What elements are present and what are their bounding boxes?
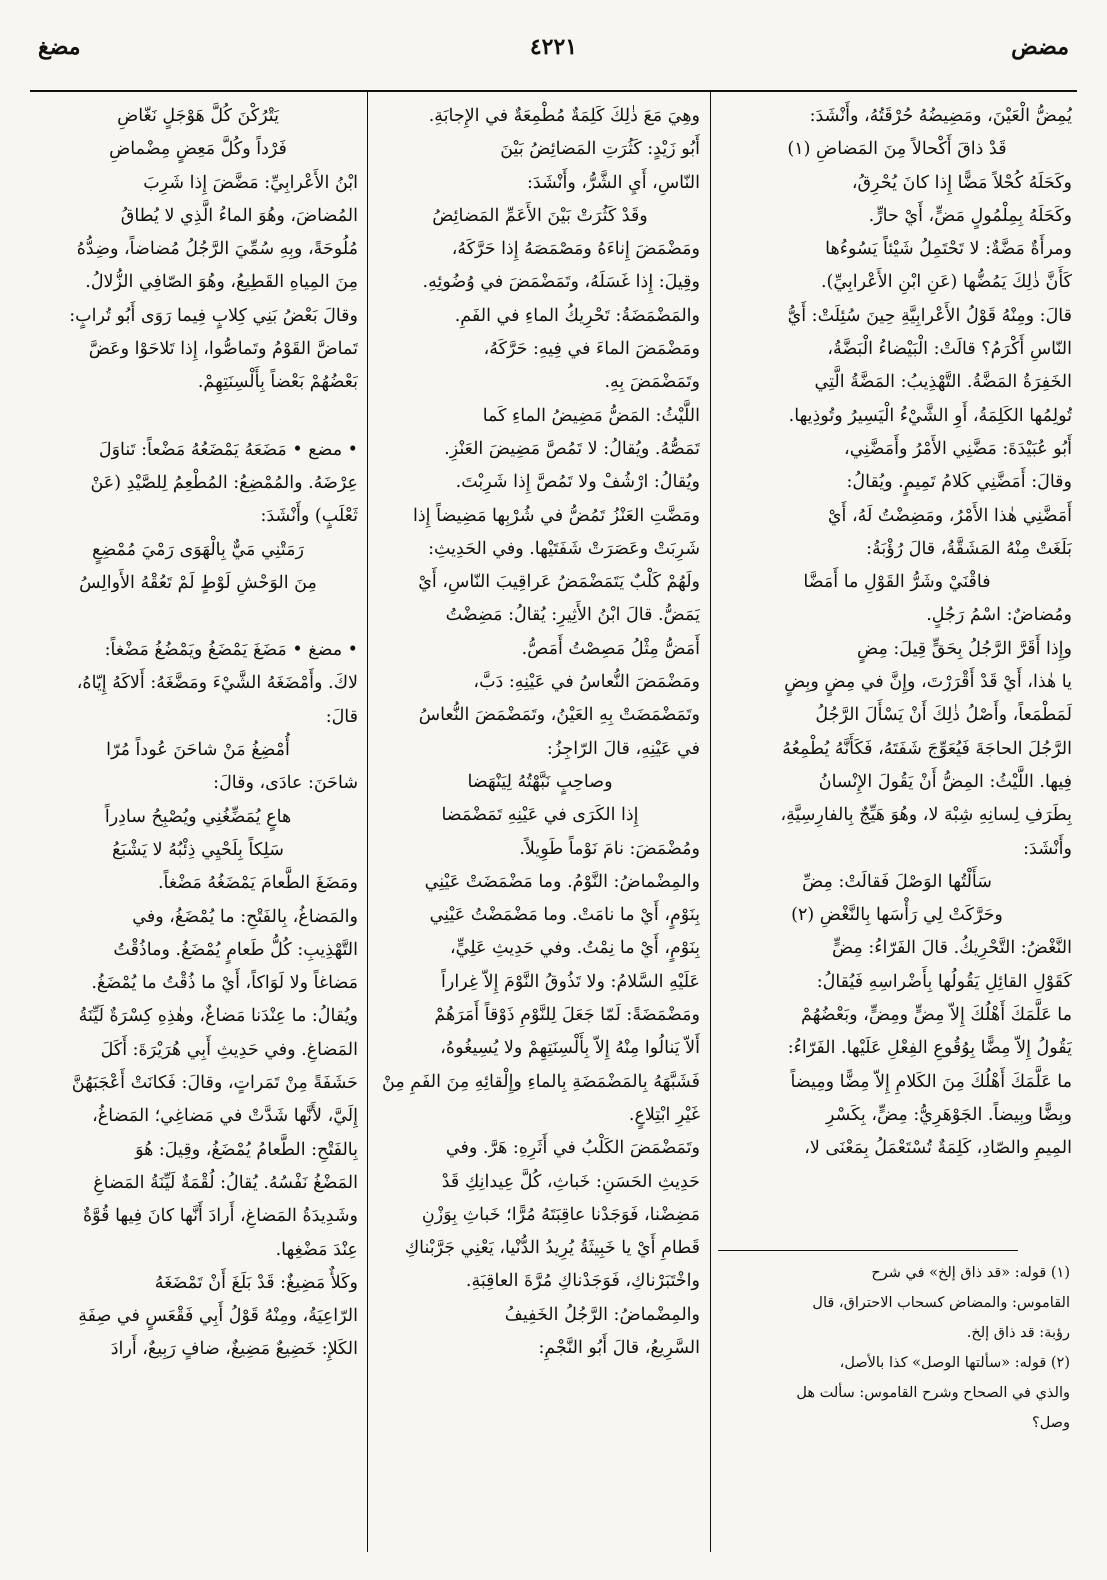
text-line: وقالَ: أَمَضَّنِي كَلامُ تَمِيمٍ. ويُقالُ: — [846, 472, 1072, 493]
text-line: في عَيْنِهِ، قالَ الرّاجِزُ: — [546, 738, 700, 759]
text-line: وقَدْ كَثُرَتْ بَيْنَ الأَعَمِّ المَضائِضُ — [432, 205, 648, 226]
text-line: مِنَ الوَحْشِ لَوْطٍ لَمْ تَعُقْهُ الأَوالِسُ — [79, 572, 317, 593]
text-line: وتَمَضْمَضَ بِهِ. — [604, 372, 700, 393]
text-line: التَّهْذِيبِ: كُلُّ طَعامٍ يُمْضَغُ. وماذُقْتُ — [113, 939, 358, 960]
page-header — [30, 28, 1077, 68]
text-line: سَأَلْتُها الوَصْلَ فَقالَتْ: مِضِّ — [802, 871, 992, 892]
header-left-word: مضغ — [38, 34, 81, 60]
text-line: ومَضْمَضَةً: لَمّا جَعَلَ لِلنَّوْمِ ذَوْقاً أَمَرَهُمْ — [434, 1005, 700, 1026]
text-line: وإِذا أَقَرَّ الرَّجُلُ بِحَقٍّ قِيلَ: مِضٍ — [857, 638, 1072, 659]
text-line: وكَحَلَهُ كُحْلاً مَضًّا إِذا كانَ يُحْرِقُ، — [851, 172, 1072, 193]
text-line: الخَفِرَةُ المَضَّةُ. التَّهْذِيبُ: المَضَّةُ الَّتِي — [814, 372, 1072, 393]
text-line: النَّغْضُ: التَّحْرِيكُ. قالَ الفَرّاءُ: مِضٍّ — [831, 938, 1072, 959]
text-line: فَشَبَّهَهُ بِالمَضْمَضَةِ بِالماءِ وإِلْقائِهِ مِنَ الفَمِ مِنْ — [382, 1071, 700, 1092]
text-line: يُمِضُّ الْعَيْنَ، ومَضِيضُهُ حُرْقَتُهُ، وأَنْشَدَ: — [809, 106, 1072, 126]
text-line: أُمْضِغُ مَنْ شاحَنَ عُوداً مُرّا — [106, 740, 290, 761]
text-line: لاكَ. وأَمْضَغَهُ الشَّيْءَ ومَضَّغَهُ: أَلاكَهُ إِيّاهُ، — [76, 673, 358, 694]
text-line: بَلَغَتْ مِنْهُ المَشَقَّةُ، قالَ رُؤْبَةُ: — [866, 538, 1072, 559]
text-line: مَضاغاً ولا لَوَاكاً، أَيْ ما ذُقْتُ ما يُمْضَغُ. — [91, 973, 358, 994]
column-divider-left — [367, 92, 368, 1552]
text-line: يا هٰذا، أَيْ قَدْ أَقْرَرْتَ، وإِنَّ في مِضٍ وبِضٍ — [784, 672, 1072, 693]
text-line: شَرِبَتْ وعَصَرَتْ شَفَتَيْها. وفي الحَدِيثِ: — [428, 538, 700, 559]
text-line: بَعْضُهُمْ بَعْضاً بِأَلْسِنَتِهِمْ. — [197, 372, 358, 393]
text-line: النّاسِ، أَيِ الشَّرُّ، وأَنْشَدَ: — [526, 172, 700, 193]
footnote-line: القاموس: والمضاض كسحاب الاحتراق، قال — [812, 1295, 1070, 1311]
footnote-line: (٢) قوله: «سألتها الوصل» كذا بالأصل، — [839, 1355, 1070, 1371]
text-line: وشَدِيدَةُ المَضاغِ، أَرادَ أَنَّها كانَ فِيها قُوَّةٌ — [82, 1206, 358, 1227]
text-line: وقِيلَ: إِذا غَسَلَهُ، وتَمَضْمَضَ في وُضُوئِهِ. — [422, 272, 700, 293]
text-line: ابْنُ الأَعْرابِيِّ: مَضَّضَ إِذا شَرِبَ — [143, 172, 358, 193]
text-line: قالَ: — [325, 706, 358, 727]
text-line: مَضِضْنا، فَوَجَدْنا عاقِبَتَهُ مُرًّا؛ خَباثِ بِوَزْنِ — [421, 1204, 700, 1225]
text-line: قَدْ ذاقَ أَكْحالاً مِنَ المَضاضِ (١) — [787, 139, 1007, 160]
page-number: ٤٢٢١ — [529, 34, 578, 60]
text-line: اللَّيْثُ: المَضُّ مَضِيضُ الماءِ كَما — [482, 405, 700, 426]
text-line: وكَلأٌ مَضِيغٌ: قَدْ بَلَغَ أَنْ تَمْضَغَهُ — [154, 1272, 358, 1293]
text-line: بِالفَتْحِ: الطَّعامُ يُمْضَغُ، وقِيلَ: هُوَ — [135, 1139, 358, 1160]
text-line: إِلَيَّ، لأَنَّها شَدَّتْ في مَضاغِي؛ المَضاغُ، — [92, 1106, 358, 1127]
column-divider-right — [710, 92, 711, 1552]
text-line: ما عَلَّمَكَ أَهْلُكَ إِلاّ مِضٍّ ومِضٍّ، وبَعْضُهُمْ — [800, 1005, 1072, 1026]
text-line: رَمَتْنِي مَيٌّ بِالْهَوَى رَمْيَ مُمْضِعٍ — [92, 539, 304, 560]
text-line: ما عَلَّمَكَ أَهْلُكَ مِنَ الكَلامِ إِلاّ مِضًّا ومِيضاً — [790, 1071, 1072, 1092]
text-line: تَماضَّ القَوْمُ وتَماصُّوا، إِذا تَلاحَوْا وعَضَّ — [88, 339, 358, 360]
text-line: ومُضْمَضَ: نامَ نَوْماً طَوِيلاً. — [519, 838, 700, 859]
entry-gap — [38, 400, 358, 434]
header-rule — [30, 90, 1077, 92]
text-line: ولَهُمْ كَلْبٌ يَتَمَضْمَضُ عَراقِيبَ النّاسِ، أَيْ — [418, 572, 700, 593]
footnote-line: وصل؟ — [1032, 1415, 1070, 1431]
text-line: وكَحَلَهُ بِمِلْمُولٍ مَضٍّ، أَيْ حارٍّ. — [868, 205, 1072, 226]
text-line: المُضاضَ، وهُوَ الماءُ الَّذِي لا يُطاقُ — [120, 205, 358, 226]
text-line: شاحَنَ: عادَى، وقالَ: — [213, 773, 358, 794]
text-line: الرّاعِيَةُ، ومِنْهُ قَوْلُ أَبِي فَقْعَسٍ في صِفَةِ — [78, 1306, 358, 1327]
text-line: أَمَضُّ مِثْلُ مَصِصْتُ أَمَصُّ. — [521, 638, 700, 659]
text-line: بِنَوْمٍ، أَيْ ما نامَتْ. وما مَضْمَضْتُ عَيْنِي — [429, 905, 700, 926]
text-line: إِذا الكَرَى في عَيْنِهِ تَمَضْمَضا — [441, 805, 639, 826]
text-line: أَبُو زَيْدٍ: كَثُرَتِ المَضائِضُ بَيْنَ — [500, 139, 700, 160]
text-line: يَمَضُّ. قالَ ابْنُ الأَثِيرِ: يُقالُ: مَضِضْتُ — [445, 605, 700, 626]
text-line: وتَمَضْمَضَتْ بِهِ العَيْنُ، وتَمَضْمَضَ النُّعاسُ — [418, 705, 700, 726]
text-line: الكَلإِ: خَضِيعٌ مَضِيغٌ، ضافٍ رَبِيعٌ، أَرادَ — [110, 1339, 358, 1360]
text-line: قالَ: ومِنْهُ قَوْلُ الأَعْرابِيَّةِ حِينَ سُئِلَتْ: أَيُّ — [787, 305, 1072, 326]
text-line: يَتْرُكْنَ كُلَّ هَوْجَلٍ نَغّاضِ — [117, 106, 279, 126]
text-line: وقالَ بَعْضُ بَنِي كِلابٍ فِيما رَوَى أَبُو تُرابٍ: — [69, 305, 358, 326]
text-line: مِنَ المِياهِ القَطِيعُ، وهُوَ الصّافِي الزُّلالُ. — [85, 272, 358, 293]
footnote-line: (١) قوله: «قد ذاق إلخ» في شرح — [871, 1265, 1070, 1281]
text-line: كَقَوْلِ القائِلِ يَقُولُها بِأَضْراسِهِ فَيُقالُ: — [816, 971, 1072, 992]
header-right-word: مضض — [1011, 34, 1069, 60]
footnote-line: رؤبة: قد ذاق إلخ. — [966, 1325, 1070, 1341]
text-line: فِيها. اللَّيْثُ: المِضُّ أَنْ يَقُولَ الإِنْسانُ — [818, 771, 1072, 792]
text-line: وبِضًّا وبِيضاً. الجَوْهَرِيُّ: مِضٍّ، بِكَسْرِ — [825, 1104, 1072, 1125]
text-line: بِطَرَفِ لِسانِهِ شِبْهَ لا، وهُوَ هَيِّجٌ بِالفارِسِيَّةِ، — [780, 805, 1072, 826]
text-line: وحَرَّكَتْ لِي رَأْسَها بِالنَّغْضِ (٢) — [791, 905, 1003, 926]
text-line: ثَعْلَبٍ) وأَنْشَدَ: — [260, 506, 358, 527]
text-line: أَمَضَّنِي هٰذا الأَمْرُ، ومَضِضْتُ لَهُ، أَيْ — [827, 505, 1072, 526]
text-line: المِيمِ والصّادِ، كَلِمَةٌ تُسْتَعْمَلُ بِمَعْنَى لا، — [804, 1138, 1072, 1159]
text-line: مُلُوحَةً، وبِهِ سُمِّيَ الرَّجُلُ مُضاضاً، وضِدُّهُ — [76, 239, 358, 260]
text-line: حَشَفَةً مِنْ تَمَراتٍ، وقالَ: فَكانَتْ أَعْجَبَهُنَّ — [71, 1073, 358, 1094]
text-line: السَّرِيعُ، قالَ أَبُو النَّجْمِ: — [538, 1337, 700, 1358]
text-line: أَبُو عُبَيْدَةَ: مَضَّنِي الأَمْرُ وأَمَضَّنِي، — [844, 438, 1072, 459]
text-line: قَطامِ أَيْ يا خَبِيثَةُ يُرِيدُ الدُّنْيا، يَعْنِي جَرَّبْناكِ — [404, 1238, 700, 1259]
text-line: المَضاغِ. وفي حَدِيثِ أَبِي هُرَيْرَةَ: أَكَلَ — [100, 1039, 358, 1060]
text-line: غَيْرِ ابْتِلاعٍ. — [628, 1104, 700, 1125]
text-line: ومَضَّتِ العَنْزُ تَمُضُّ في شُرْبِها مَضِيضاً إِذا — [413, 505, 700, 526]
text-line: والمَضاغُ، بِالفَتْحِ: ما يُمْضَغُ، وفي — [132, 906, 358, 927]
text-line: وصاحِبٍ نَبَّهْتُهُ لِيَنْهَضا — [467, 771, 613, 792]
text-line: ومَضْمَضَ إِناءَهُ ومَصْمَصَهُ إِذا حَرَّكَهُ، — [451, 239, 700, 260]
text-line: ومَضْمَضَ الماءَ في فِيهِ: حَرَّكَهُ، — [483, 339, 700, 360]
text-line: أَلاّ يَنالُوا مِنْهُ إِلاّ بِأَلْسِنَتِهِمْ ولا يُسِيغُوهُ، — [440, 1038, 700, 1059]
text-line: • مضغ • مَضَغَ يَمْضَغُ ويَمْضُغُ مَضْغاً: — [104, 640, 358, 661]
text-line: سَلِكاً بِلَحْيِي ذِئْبُهُ لا يَشْبَعُ — [112, 839, 284, 860]
text-line: بِنَوْمٍ، أَيْ ما نِمْتُ. وفي حَدِيثِ عَلِيٍّ، — [450, 938, 700, 959]
left-column — [38, 100, 358, 1460]
text-line: وأَنْشَدَ: — [1023, 838, 1072, 859]
text-line: عَلَيْهِ السَّلامُ: ولا تَذُوقُ النَّوْمَ إِلاّ غِراراً — [441, 971, 700, 992]
text-line: ومَضَغَ الطَّعامَ يَمْضَغُهُ مَضْغاً. — [157, 873, 358, 894]
text-line: واخْتَبَرْناكِ، فَوَجَدْناكِ مُرَّةَ العاقِبَةِ. — [465, 1271, 700, 1292]
text-line: ومَضْمَضَ النُّعاسُ في عَيْنِهِ: دَبَّ، — [473, 672, 700, 693]
text-line: حَدِيثِ الحَسَنِ: خَباثِ، كُلَّ عِيدانِكِ قَدْ — [441, 1171, 700, 1192]
footnote-line: والذي في الصحاح وشرح القاموس: سألت هل — [796, 1385, 1070, 1401]
right-column — [722, 100, 1072, 1240]
text-line: ويُقالُ: ارْشُفْ ولا تَمُصَّ إِذا شَرِبْتَ. — [455, 472, 700, 493]
text-line: • مضع • مَضَعَهُ يَمْضَعُهُ مَضْعاً: تَناوَلَ — [98, 439, 358, 460]
text-line: النّاسِ أَكْرَمُ؟ قالَتْ: الْبَيْضاءُ الْبَضَّةُ، — [827, 339, 1072, 360]
text-line: فاقْنَيْ وشَرُّ القَوْلِ ما أَمَضَّا — [803, 572, 991, 593]
text-line: والمِضْماضُ: الرَّجُلُ الخَفِيفُ — [504, 1304, 700, 1325]
text-line: وهِيَ مَعَ ذٰلِكَ كَلِمَةٌ مُطْمِعَةٌ في الإِجابَةِ. — [428, 106, 700, 126]
text-line: المَضْغُ نَفْسُهُ. يُقالُ: لُقْمَةٌ لَيِّنَةُ المَضاغِ — [93, 1172, 358, 1193]
text-line: يَقُولُ إِلاّ مِضًّا بِوُقُوعِ الفِعْلِ عَلَيْها. الفَرّاءُ: — [787, 1038, 1072, 1059]
text-line: لَمَطْمَعاً، وأَصْلُ ذٰلِكَ أَنْ يَسْأَلَ الرَّجُلُ — [815, 705, 1072, 726]
text-line: الرَّجُلَ الحاجَةَ فَيُعَوِّجَ شَفَتَهُ، فَكَأَنَّهُ يُطْمِعُهُ — [782, 738, 1072, 759]
text-line: فَرْداً وكُلَّ مَعِضٍ مِضْماضِ — [109, 139, 287, 160]
text-line: وتَمَضْمَضَ الكَلْبُ في أَثَرِهِ: هَرَّ. وفي — [445, 1138, 700, 1159]
entry-gap — [38, 600, 358, 634]
footnotes — [720, 1258, 1070, 1438]
text-line: ومرأَةٌ مَضَّةٌ: لا تَحْتَمِلُ شَيْئاً يَسُوءُها — [825, 239, 1072, 260]
middle-column — [380, 100, 700, 1460]
text-line: والمِضْماضُ: النَّوْمُ. وما مَضْمَضَتْ عَيْنِي — [424, 871, 700, 892]
text-line: كَأَنَّ ذٰلِكَ يَمُضُّها (عَنِ ابْنِ الأَعْرابِيِّ). — [820, 272, 1072, 293]
text-line: ويُقالُ: ما عِنْدَنا مَضاغٌ، وهٰذِهِ كِسْرَةٌ لَيِّنَةُ — [78, 1006, 358, 1027]
text-line: تَمَصُّهُ. ويُقالُ: لا تَمُصَّ مَضِيضَ العَنْزِ. — [444, 438, 700, 459]
footnote-rule — [718, 1250, 1018, 1251]
text-line: عِنْدَ مَضْغِها. — [275, 1239, 358, 1260]
text-line: ومُضاضٌ: اسْمُ رَجُلٍ. — [926, 605, 1072, 626]
text-line: عِرْضَهُ. والمُمْضِعُ: المُطْعِمُ لِلصَّيْدِ (عَنْ — [90, 472, 358, 493]
text-line: هاعٍ يُمَضِّغُنِي ويُصْبِحُ سادِراً — [104, 806, 292, 827]
text-line: والمَضْمَضَةُ: تَحْرِيكُ الماءِ في الفَمِ. — [454, 305, 700, 326]
text-line: تُولِمُها الكَلِمَةُ، أَوِ الشَّيْءُ الْيَسِيرُ وتُوذِيها. — [788, 405, 1072, 426]
